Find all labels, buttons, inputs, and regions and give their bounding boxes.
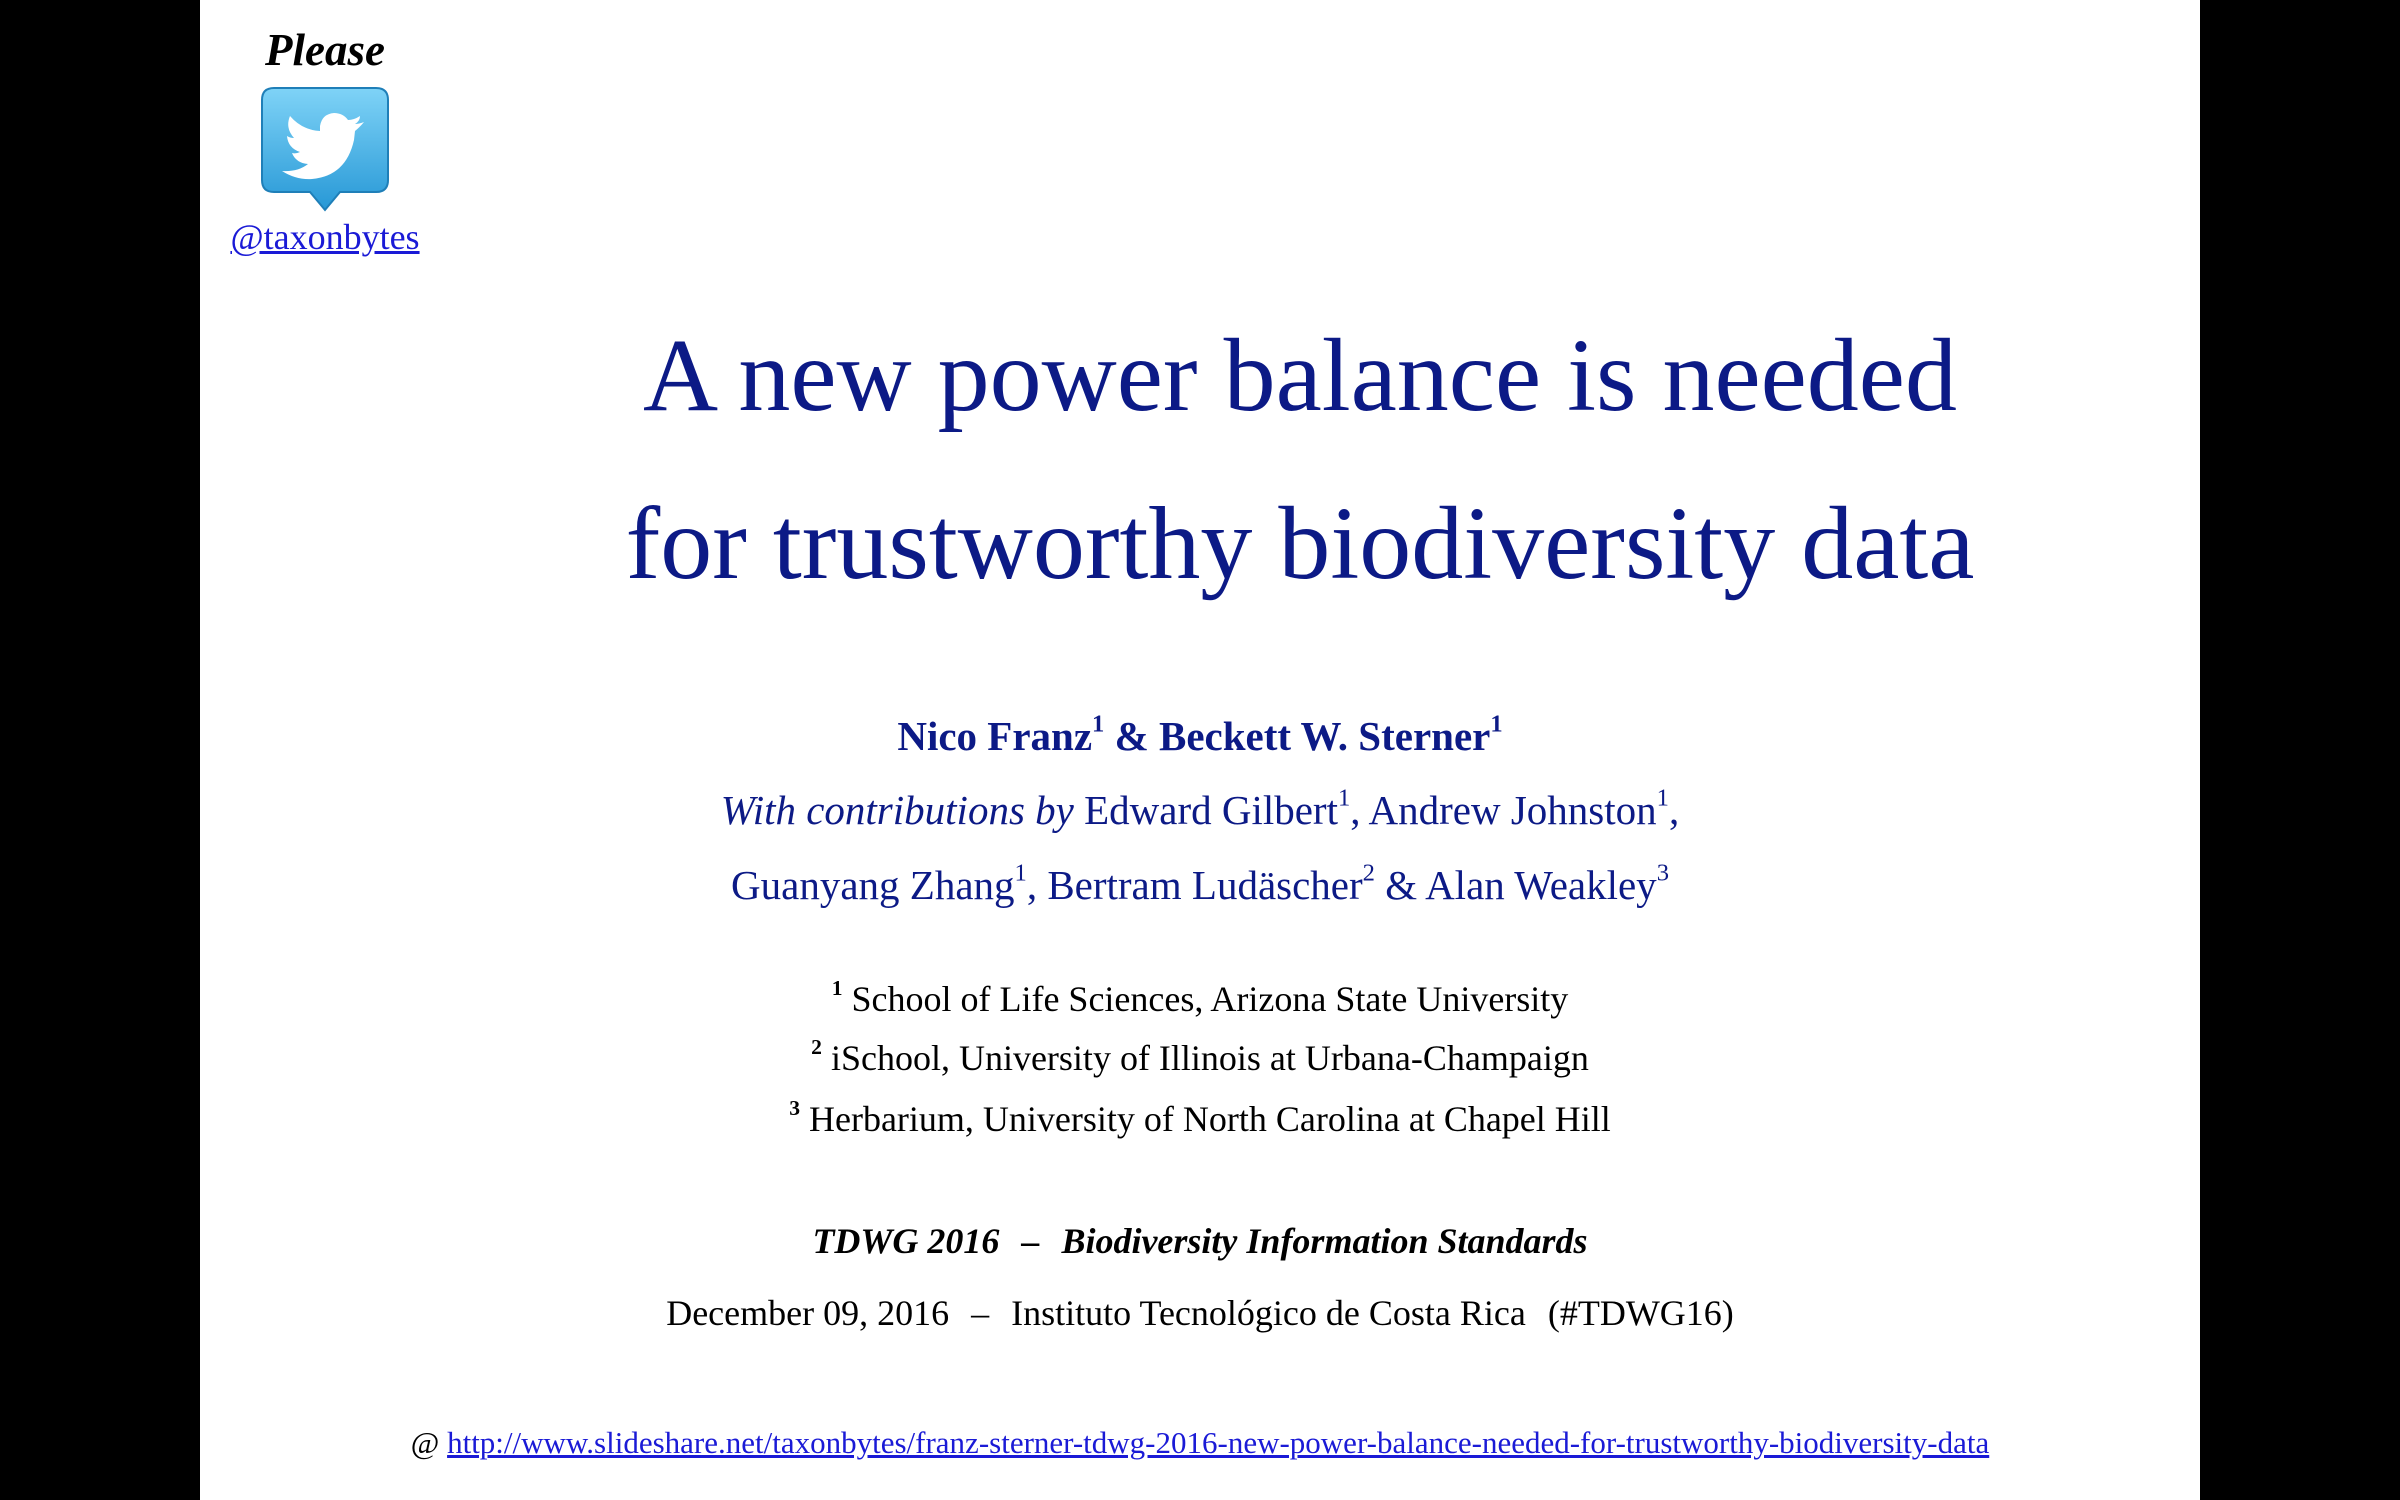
contributors-intro: With contributions by	[720, 787, 1074, 833]
conference-dash: –	[1021, 1221, 1040, 1261]
affiliation-1	[200, 975, 2200, 1020]
contributors-line-1	[200, 786, 2200, 834]
contributor-affiliation-mark: 3	[1656, 859, 1669, 887]
contributor-name: , Bertram Ludäscher	[1026, 862, 1363, 908]
affiliation-number: 1	[831, 975, 843, 1000]
link-prefix: @	[410, 1425, 448, 1460]
event-date: December 09, 2016	[666, 1293, 950, 1333]
contributor-affiliation-mark: 2	[1362, 859, 1375, 887]
affiliation-text: Herbarium, University of North Carolina at Chapel Hill	[808, 1099, 1611, 1139]
event-dash: –	[971, 1293, 990, 1333]
event-hashtag: (#TDWG16)	[1547, 1293, 1734, 1333]
twitter-promo	[220, 22, 430, 258]
affiliation-3	[200, 1095, 2200, 1140]
conference-subtitle: Biodiversity Information Standards	[1061, 1221, 1588, 1261]
event-line	[200, 1292, 2200, 1334]
author-affiliation-mark: 1	[1092, 710, 1105, 738]
title-line-1: A new power balance is needed	[643, 318, 1957, 433]
affiliation-number: 2	[811, 1034, 822, 1059]
contributor-name: Guanyang Zhang	[731, 862, 1015, 908]
twitter-handle-link[interactable]: @taxonbytes	[230, 217, 420, 257]
author-separator: &	[1104, 713, 1159, 759]
conference-name: TDWG 2016	[812, 1221, 1000, 1261]
authors-line	[200, 712, 2200, 760]
title-line-2: for trustworthy biodiversity data	[625, 486, 1975, 601]
author-name: Beckett W. Sterner	[1159, 713, 1491, 759]
affiliation-2	[200, 1034, 2200, 1079]
twitter-bird-icon[interactable]	[260, 86, 390, 214]
affiliation-text: School of Life Sciences, Arizona State University	[851, 979, 1569, 1019]
contributor-affiliation-mark: 1	[1337, 784, 1351, 812]
contributor-separator: ,	[1668, 787, 1680, 833]
contributor-name: & Alan Weakley	[1374, 862, 1657, 908]
slideshare-url-link[interactable]: http://www.slideshare.net/taxonbytes/franz-sterner-tdwg-2016-new-power-balance-needed-for-trustworthy-biodiversity-data	[447, 1425, 1990, 1460]
slide	[200, 0, 2200, 1500]
author-affiliation-mark: 1	[1490, 710, 1503, 738]
slide-title	[400, 292, 2200, 628]
contributors-line-2	[200, 861, 2200, 909]
please-label: Please	[265, 25, 385, 75]
contributor-affiliation-mark: 1	[1656, 784, 1669, 812]
contributor-affiliation-mark: 1	[1014, 859, 1027, 887]
conference-line	[200, 1220, 2200, 1262]
slideshare-link-line	[200, 1425, 2200, 1461]
affiliation-number: 3	[789, 1095, 800, 1120]
contributor-name: Edward Gilbert	[1073, 787, 1338, 833]
affiliation-text: iSchool, University of Illinois at Urbana-Champaign	[830, 1038, 1589, 1078]
event-venue: Instituto Tecnológico de Costa Rica	[1011, 1293, 1526, 1333]
contributor-name: , Andrew Johnston	[1350, 787, 1657, 833]
author-name: Nico Franz	[897, 713, 1093, 759]
